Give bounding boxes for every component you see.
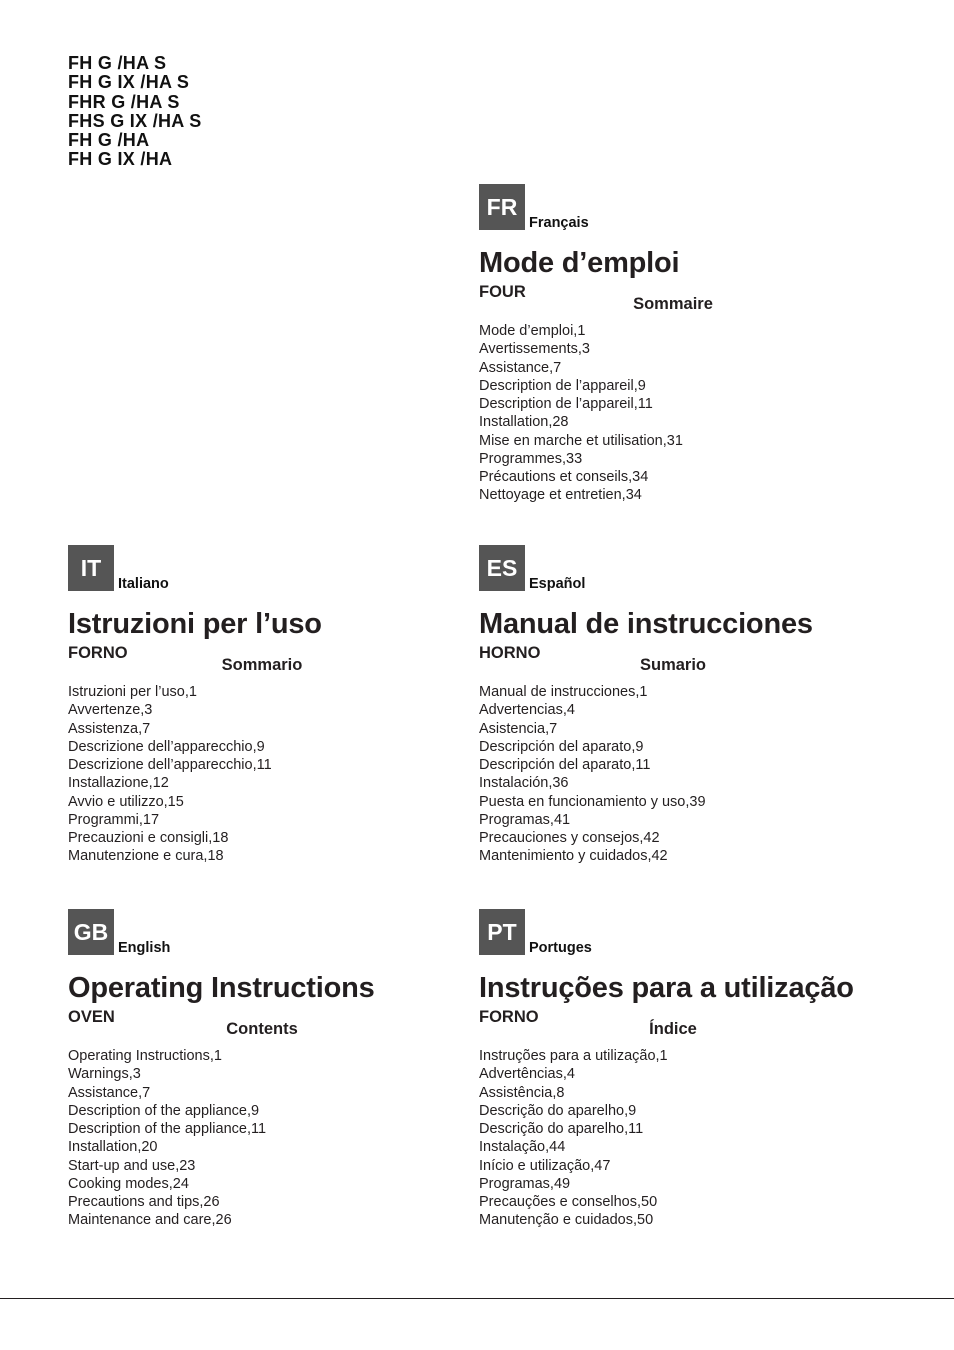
toc-item: Description of the appliance,11 (68, 1121, 267, 1137)
toc-heading: Sumario (639, 656, 707, 674)
toc-item: Mantenimiento y cuidados,42 (479, 848, 668, 865)
toc-item: Operating Instructions,1 (68, 1048, 222, 1064)
model-name: FHS G IX /HA S (68, 110, 202, 131)
toc-item: Instalación,36 (479, 775, 569, 792)
section-gb (68, 909, 488, 1229)
toc-heading: Índice (649, 1020, 697, 1038)
toc-item: Avertissements,3 (479, 341, 590, 358)
toc-item: Advertencias,4 (479, 702, 575, 719)
toc-item: Assistance,7 (68, 1084, 151, 1101)
toc-item: Precauzioni e consigli,18 (68, 830, 229, 846)
model-name: FHR G /HA S (68, 91, 180, 112)
toc-heading: Sommaire (633, 295, 713, 313)
toc-heading: Contents (226, 1020, 298, 1038)
appliance-type: HORNO (479, 644, 541, 662)
language-badge-pt: PT (479, 909, 525, 955)
toc-item: Nettoyage et entretien,34 (479, 487, 642, 504)
toc-item: Descrição do aparelho,9 (479, 1102, 637, 1119)
language-header (68, 909, 488, 956)
toc-item: Installation,20 (68, 1139, 158, 1156)
toc-item: Programas,49 (479, 1175, 571, 1192)
toc-item: Description of the appliance,9 (68, 1102, 260, 1119)
toc-item: Manual de instrucciones,1 (479, 684, 648, 700)
language-name: Français (529, 215, 589, 231)
toc-item: Descrizione dell’apparecchio,9 (68, 738, 265, 755)
toc-item: Assistenza,7 (68, 720, 151, 737)
language-badge-fr: FR (479, 184, 525, 230)
language-name: English (118, 940, 171, 956)
toc-item: Start-up and use,23 (68, 1157, 196, 1174)
toc-item: Précautions et conseils,34 (479, 469, 649, 485)
language-name: Español (529, 576, 586, 592)
toc-item: Warnings,3 (68, 1066, 141, 1083)
language-badge-it: IT (68, 545, 114, 591)
toc-item: Istruzioni per l’uso,1 (68, 684, 197, 700)
toc-item: Mise en marche et utilisation,31 (479, 432, 683, 449)
toc-item: Description de l’appareil,11 (479, 396, 653, 412)
toc-item: Description de l’appareil,9 (479, 377, 646, 394)
manual-title: Instruções para a utilização (479, 972, 854, 1004)
toc-item: Cooking modes,24 (68, 1175, 189, 1192)
language-name: Portuges (529, 940, 592, 956)
toc-item: Assistance,7 (479, 359, 562, 376)
language-header (479, 909, 899, 956)
language-badge-gb: GB (68, 909, 114, 955)
model-name: FH G IX /HA (68, 149, 173, 170)
toc-item: Descrição do aparelho,11 (479, 1121, 644, 1137)
manual-title: Mode d’emploi (479, 247, 680, 279)
toc-list (68, 683, 272, 866)
toc-item: Descripción del aparato,11 (479, 757, 651, 773)
model-name: FH G /HA S (68, 53, 167, 73)
toc-item: Programmes,33 (479, 450, 583, 467)
toc-item: Advertências,4 (479, 1066, 575, 1083)
section-fr (479, 184, 899, 504)
section-es (479, 545, 899, 865)
language-name: Italiano (118, 576, 169, 592)
toc-item: Puesta en funcionamiento y uso,39 (479, 793, 706, 810)
manual-title: Operating Instructions (68, 972, 375, 1004)
toc-list (479, 683, 706, 866)
toc-item: Início e utilização,47 (479, 1157, 611, 1174)
toc-item: Instruções para a utilização,1 (479, 1048, 668, 1064)
toc-item: Assistência,8 (479, 1084, 565, 1101)
section-pt (479, 909, 899, 1229)
language-badge-es: ES (479, 545, 525, 591)
toc-list (479, 322, 683, 505)
section-it (68, 545, 488, 865)
toc-list (68, 1047, 266, 1230)
manual-title: Istruzioni per l’uso (68, 608, 322, 640)
toc-item: Manutenzione e cura,18 (68, 848, 224, 865)
appliance-type: OVEN (68, 1008, 115, 1026)
toc-list (479, 1047, 668, 1230)
toc-item: Mode d’emploi,1 (479, 323, 586, 339)
model-list (68, 54, 202, 170)
toc-item: Avvio e utilizzo,15 (68, 793, 184, 810)
toc-item: Precauções e conselhos,50 (479, 1194, 658, 1210)
toc-item: Maintenance and care,26 (68, 1212, 232, 1229)
model-name: FH G /HA (68, 130, 150, 151)
toc-item: Instalação,44 (479, 1139, 566, 1156)
language-header (479, 184, 899, 231)
toc-item: Precauciones y consejos,42 (479, 830, 660, 846)
appliance-type: FOUR (479, 283, 526, 301)
toc-item: Descrizione dell’apparecchio,11 (68, 757, 272, 773)
language-header (479, 545, 899, 592)
toc-item: Installazione,12 (68, 775, 169, 792)
toc-item: Manutenção e cuidados,50 (479, 1212, 654, 1229)
toc-item: Avvertenze,3 (68, 702, 153, 719)
toc-item: Descripción del aparato,9 (479, 738, 644, 755)
appliance-type: FORNO (68, 644, 128, 662)
toc-item: Programas,41 (479, 811, 571, 828)
model-name: FH G IX /HA S (68, 72, 190, 93)
language-header (68, 545, 488, 592)
toc-heading: Sommario (221, 656, 303, 674)
toc-item: Asistencia,7 (479, 720, 558, 737)
appliance-type: FORNO (479, 1008, 539, 1026)
toc-item: Programmi,17 (68, 811, 160, 828)
footer-divider (0, 1298, 954, 1299)
toc-item: Installation,28 (479, 414, 569, 431)
manual-title: Manual de instrucciones (479, 608, 813, 640)
toc-item: Precautions and tips,26 (68, 1194, 220, 1210)
